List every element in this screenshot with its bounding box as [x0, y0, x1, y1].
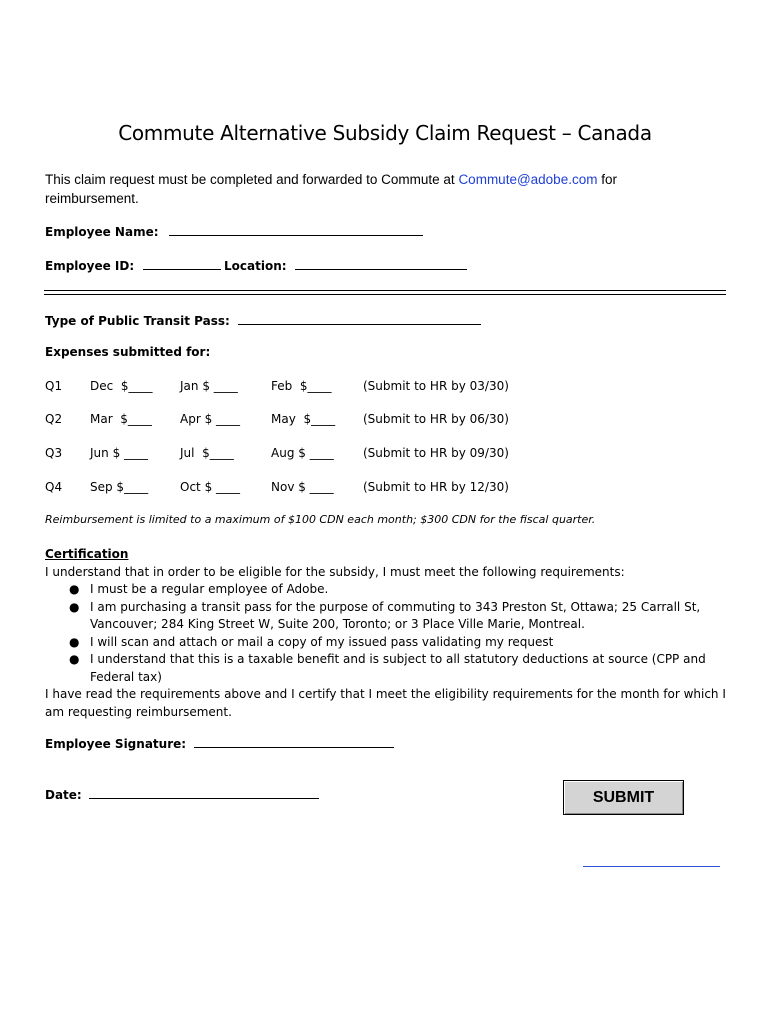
divider-bottom	[44, 294, 726, 295]
deadline-note: (Submit to HR by 03/30)	[363, 379, 509, 393]
quarter-label: Q3	[45, 446, 63, 460]
transit-pass-field[interactable]	[238, 312, 481, 325]
reimbursement-limit-note: Reimbursement is limited to a maximum of $100 CDN each month; $300 CDN for the fiscal quarter.	[45, 513, 596, 526]
month-1-field[interactable]: Sep $____	[90, 480, 149, 494]
transit-pass-row	[45, 312, 481, 330]
certification-lead: I understand that in order to be eligible for the subsidy, I must meet the following requirements:	[45, 564, 625, 579]
quarter-label: Q4	[45, 480, 63, 494]
requirements-list	[45, 581, 735, 686]
deadline-note: (Submit to HR by 06/30)	[363, 412, 509, 426]
date-row	[45, 786, 319, 804]
deadline-note: (Submit to HR by 09/30)	[363, 446, 509, 460]
month-2-field[interactable]: Oct $ ____	[180, 480, 241, 494]
signature-label: Employee Signature:	[45, 737, 187, 751]
bullet-icon: ●	[69, 582, 80, 596]
list-item-text: I understand that this is a taxable benefit and is subject to all statutory deductions at source (CPP and Federal tax)	[90, 652, 706, 684]
location-field[interactable]	[295, 257, 467, 270]
month-1-field[interactable]: Dec $____	[90, 379, 153, 393]
certification-heading: Certification	[45, 547, 129, 561]
intro-before: This claim request must be completed and forwarded to Commute at	[45, 172, 459, 187]
quarter-label: Q1	[45, 379, 63, 393]
month-2-field[interactable]: Apr $ ____	[180, 412, 241, 426]
list-item-text: I must be a regular employee of Adobe.	[90, 582, 329, 596]
intro-after: for reimbursement.	[45, 172, 617, 206]
month-3-field[interactable]: Feb $____	[271, 379, 332, 393]
month-1-field[interactable]: Mar $____	[90, 412, 152, 426]
bullet-icon: ●	[69, 634, 80, 649]
blank-link-underline[interactable]	[583, 866, 720, 867]
list-item	[69, 634, 735, 652]
signature-row	[45, 735, 394, 753]
list-item	[69, 599, 735, 634]
intro-text	[45, 170, 685, 208]
month-3-field[interactable]: May $____	[271, 412, 336, 426]
deadline-note: (Submit to HR by 12/30)	[363, 480, 509, 494]
list-item-text: I will scan and attach or mail a copy of my issued pass validating my request	[90, 634, 554, 649]
transit-pass-label: Type of Public Transit Pass:	[45, 314, 230, 328]
email-link[interactable]: Commute@adobe.com	[458, 172, 598, 187]
certification-section	[45, 546, 735, 721]
certification-closing: I have read the requirements above and I certify that I meet the eligibility requirements for the month for which I am requesting reimbursement.	[45, 687, 726, 719]
submit-button[interactable]: SUBMIT	[563, 780, 684, 815]
quarter-label: Q2	[45, 412, 63, 426]
date-label: Date:	[45, 788, 82, 802]
page-title: Commute Alternative Subsidy Claim Request – Canada	[118, 121, 652, 145]
bullet-icon: ●	[69, 599, 80, 614]
employee-name-label: Employee Name:	[45, 225, 159, 239]
employee-name-row	[45, 223, 423, 241]
month-2-field[interactable]: Jul $____	[180, 446, 234, 460]
month-3-field[interactable]: Nov $ ____	[271, 480, 334, 494]
employee-name-field[interactable]	[169, 223, 423, 236]
location-row	[224, 257, 467, 275]
signature-field[interactable]	[194, 735, 394, 748]
expenses-header: Expenses submitted for:	[45, 345, 211, 359]
bullet-icon: ●	[69, 652, 80, 666]
date-field[interactable]	[89, 786, 319, 799]
list-item-text: I am purchasing a transit pass for the purpose of commuting to 343 Preston St, Ottawa; 25 Carrall St, Vancouver; 284 King Street W, Suite 200, Toronto; or 3 Place Ville Marie, Montreal.	[90, 599, 701, 631]
employee-id-field[interactable]	[143, 257, 221, 270]
list-item	[69, 651, 735, 686]
month-2-field[interactable]: Jan $ ____	[180, 379, 238, 393]
location-label: Location:	[224, 259, 287, 273]
month-1-field[interactable]: Jun $ ____	[90, 446, 149, 460]
month-3-field[interactable]: Aug $ ____	[271, 446, 334, 460]
employee-id-row	[45, 257, 221, 275]
list-item	[69, 581, 735, 599]
divider-top	[44, 290, 726, 291]
employee-id-label: Employee ID:	[45, 259, 135, 273]
